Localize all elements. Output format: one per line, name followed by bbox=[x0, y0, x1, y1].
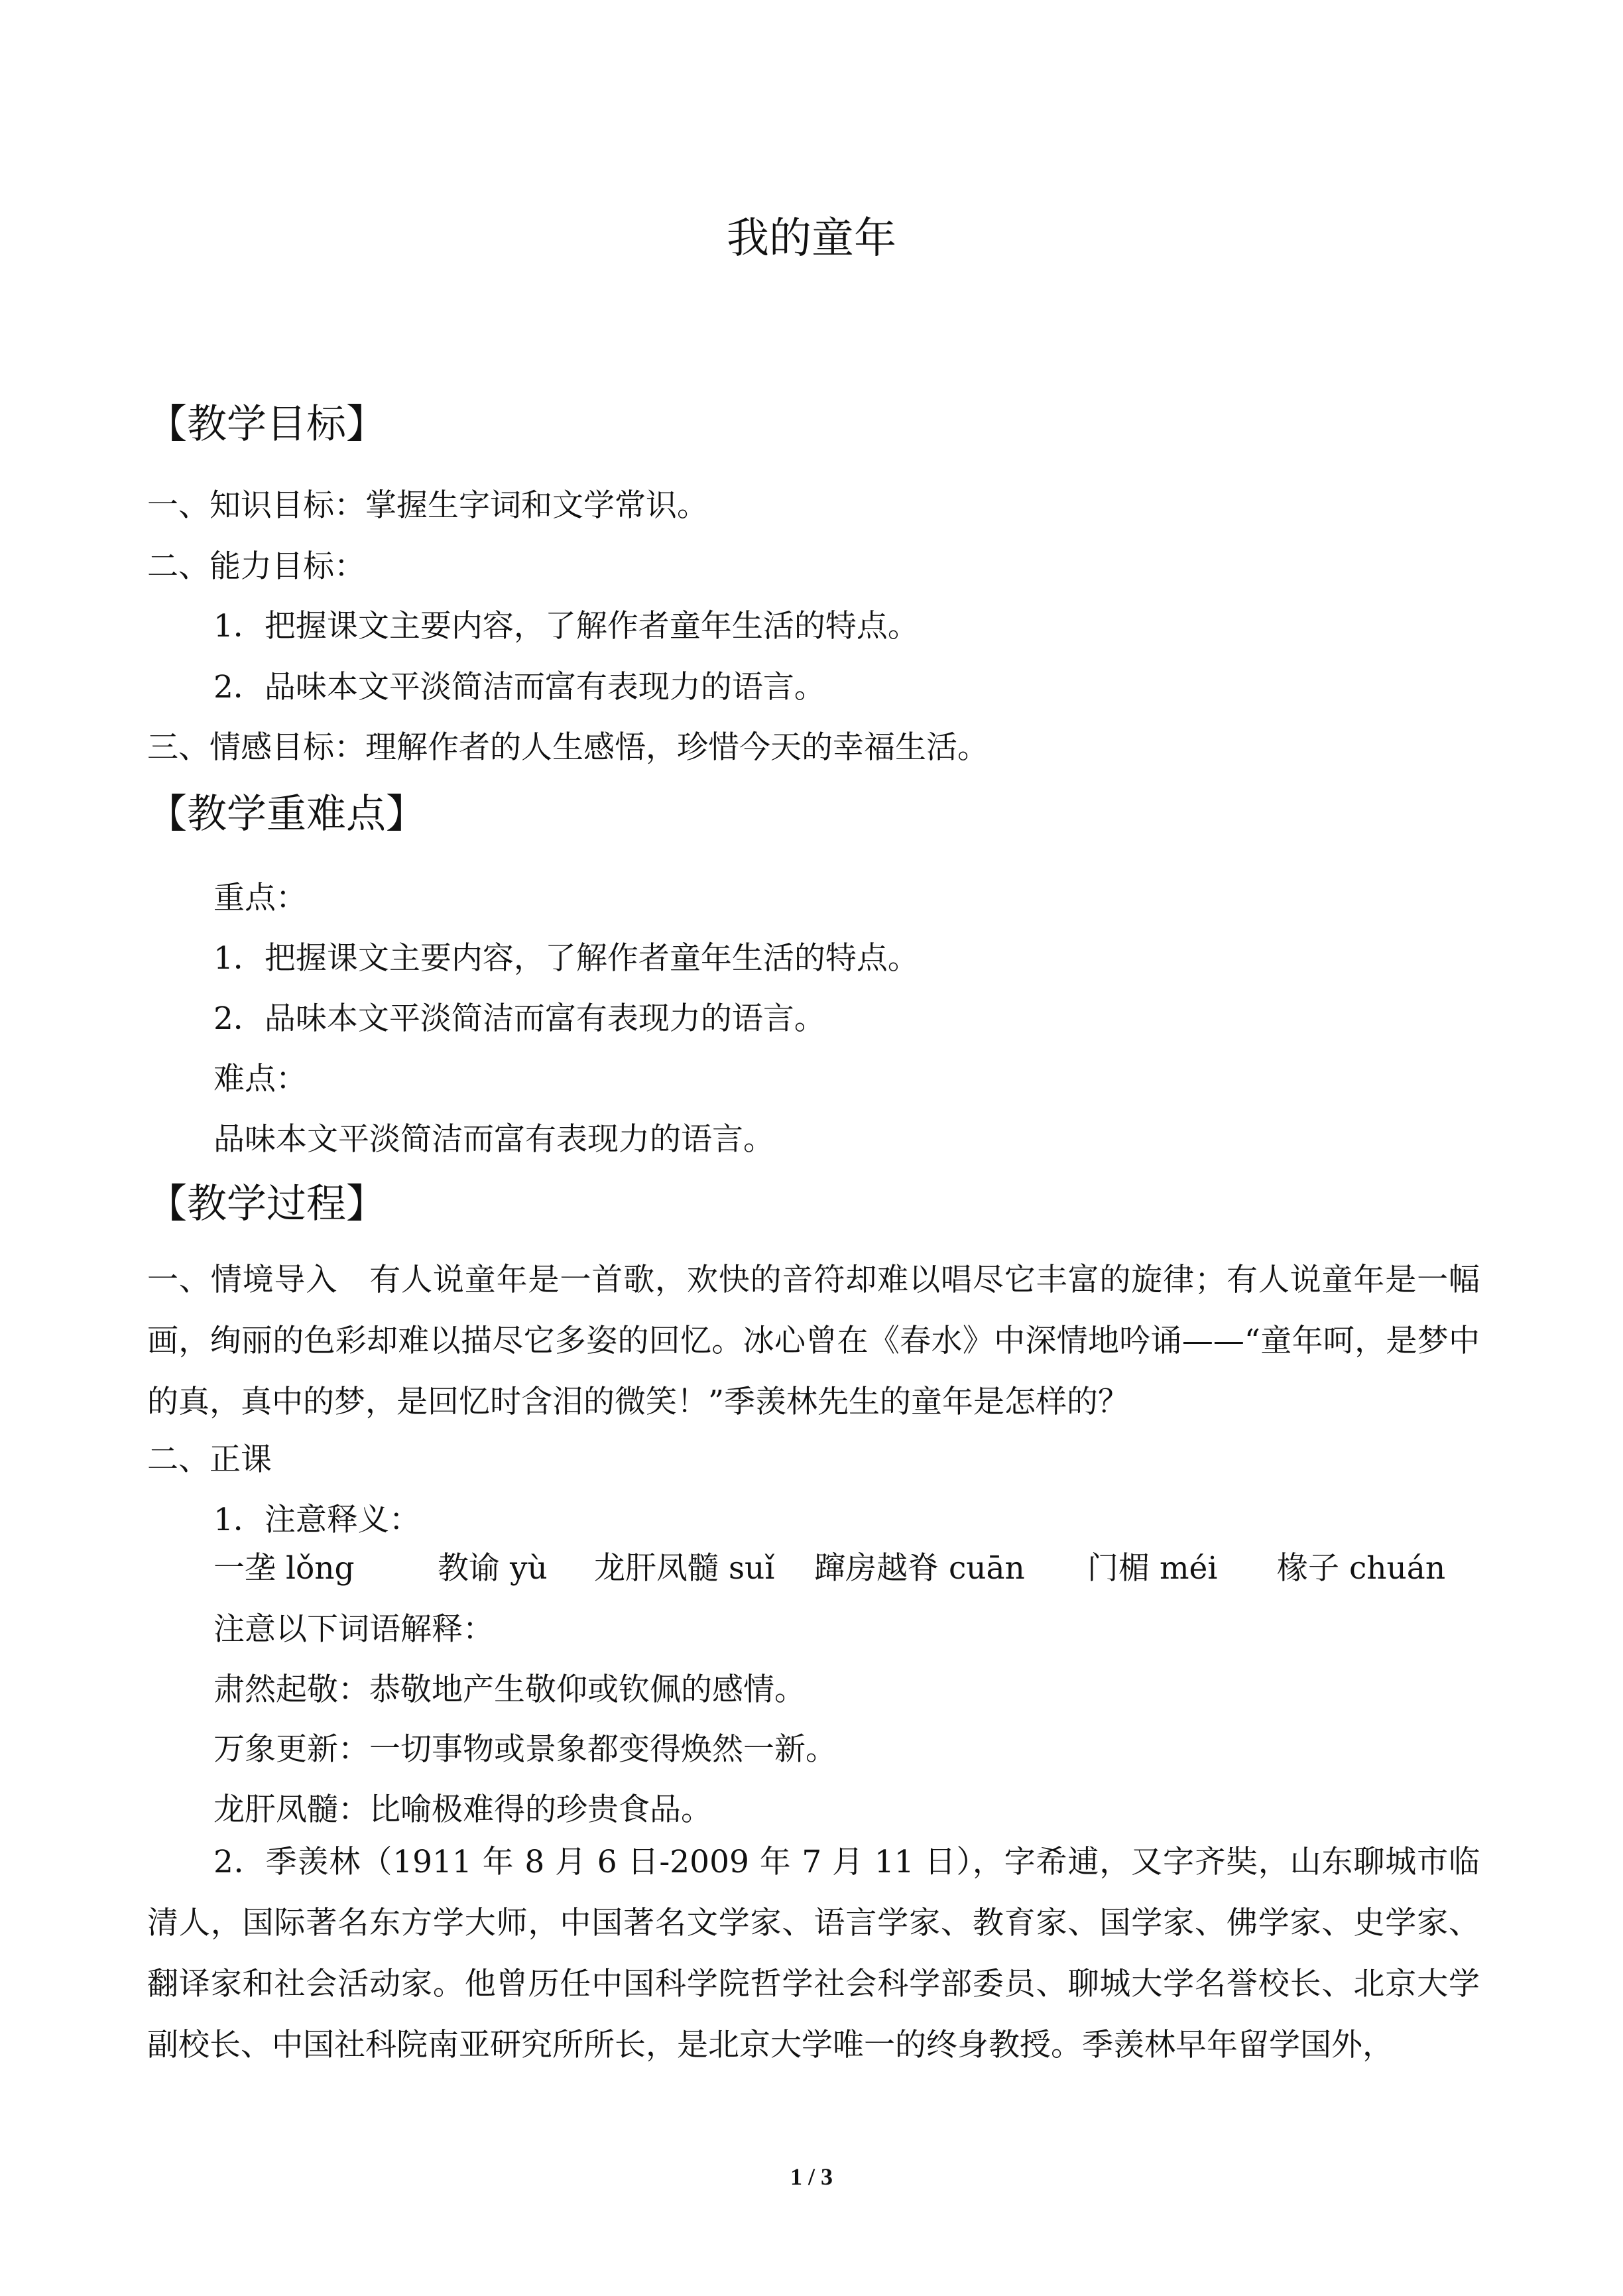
ability-objective-item: 1．把握课文主要内容，了解作者童年生活的特点。 bbox=[213, 608, 919, 644]
page-number: 1 / 3 bbox=[790, 2163, 833, 2190]
section-main-lesson: 二、正课 bbox=[147, 1441, 272, 1478]
vocab-item: 门楣 méi bbox=[1087, 1550, 1218, 1587]
ability-objective-item: 2．品味本文平淡简洁而富有表现力的语言。 bbox=[213, 669, 825, 705]
vocab-item: 一垄 lǒng bbox=[213, 1550, 355, 1587]
key-label: 重点： bbox=[213, 880, 307, 916]
difficulty-label: 难点： bbox=[213, 1061, 307, 1097]
document-title: 我的童年 bbox=[727, 214, 896, 263]
ability-objective-label: 二、能力目标： bbox=[147, 548, 365, 585]
vocab-item: 龙肝凤髓 suǐ bbox=[594, 1550, 775, 1587]
vocab-item: 椽子 chuán bbox=[1277, 1550, 1446, 1587]
key-item: 2．品味本文平淡简洁而富有表现力的语言。 bbox=[213, 1000, 825, 1037]
definition-item: 万象更新：一切事物或景象都变得焕然一新。 bbox=[213, 1731, 837, 1768]
intro-paragraph: 一、情境导入 有人说童年是一首歌，欢快的音符却难以唱尽它丰富的旋律；有人说童年是一幅画，绚丽的色彩却难以描尽它多姿的回忆。冰心曾在《春水》中深情地吟诵——“童年呵，是梦中的真，真中的梦，是回忆时含泪的微笑！”季羡林先生的童年是怎样的？ bbox=[147, 1262, 1480, 1420]
objectives-heading: 【教学目标】 bbox=[147, 401, 386, 448]
knowledge-objective: 一、知识目标：掌握生字词和文学常识。 bbox=[147, 487, 708, 524]
author-bio-paragraph: 2．季羡林（1911 年 8 月 6 日-2009 年 7 月 11 日），字希逋，又字齐奘，山东聊城市临清人，国际著名东方学大师，中国著名文学家、语言学家、教育家、国学家、佛学家、史学家、翻译家和社会活动家。他曾历任中国科学院哲学社会科学部委员、聊城大学名誉校长、北京大学副校长、中国社科院南亚研究所所长，是北京大学唯一的终身教授。季羡林早年留学国外， bbox=[147, 1844, 1480, 2063]
difficulty-text: 品味本文平淡简洁而富有表现力的语言。 bbox=[213, 1121, 774, 1158]
key-item: 1．把握课文主要内容，了解作者童年生活的特点。 bbox=[213, 940, 919, 977]
definition-item: 肃然起敬：恭敬地产生敬仰或钦佩的感情。 bbox=[213, 1671, 806, 1708]
emotion-objective: 三、情感目标：理解作者的人生感悟，珍惜今天的幸福生活。 bbox=[147, 729, 989, 766]
definition-item: 龙肝凤髓：比喻极难得的珍贵食品。 bbox=[213, 1791, 712, 1828]
words-heading: 注意以下词语解释： bbox=[213, 1611, 494, 1648]
note-heading: 1．注意释义： bbox=[213, 1502, 420, 1538]
vocab-item: 蹿房越脊 cuān bbox=[814, 1550, 1025, 1587]
key-points-heading: 【教学重难点】 bbox=[147, 791, 426, 837]
vocab-item: 教谕 yù bbox=[438, 1550, 548, 1587]
process-heading: 【教学过程】 bbox=[147, 1181, 386, 1227]
